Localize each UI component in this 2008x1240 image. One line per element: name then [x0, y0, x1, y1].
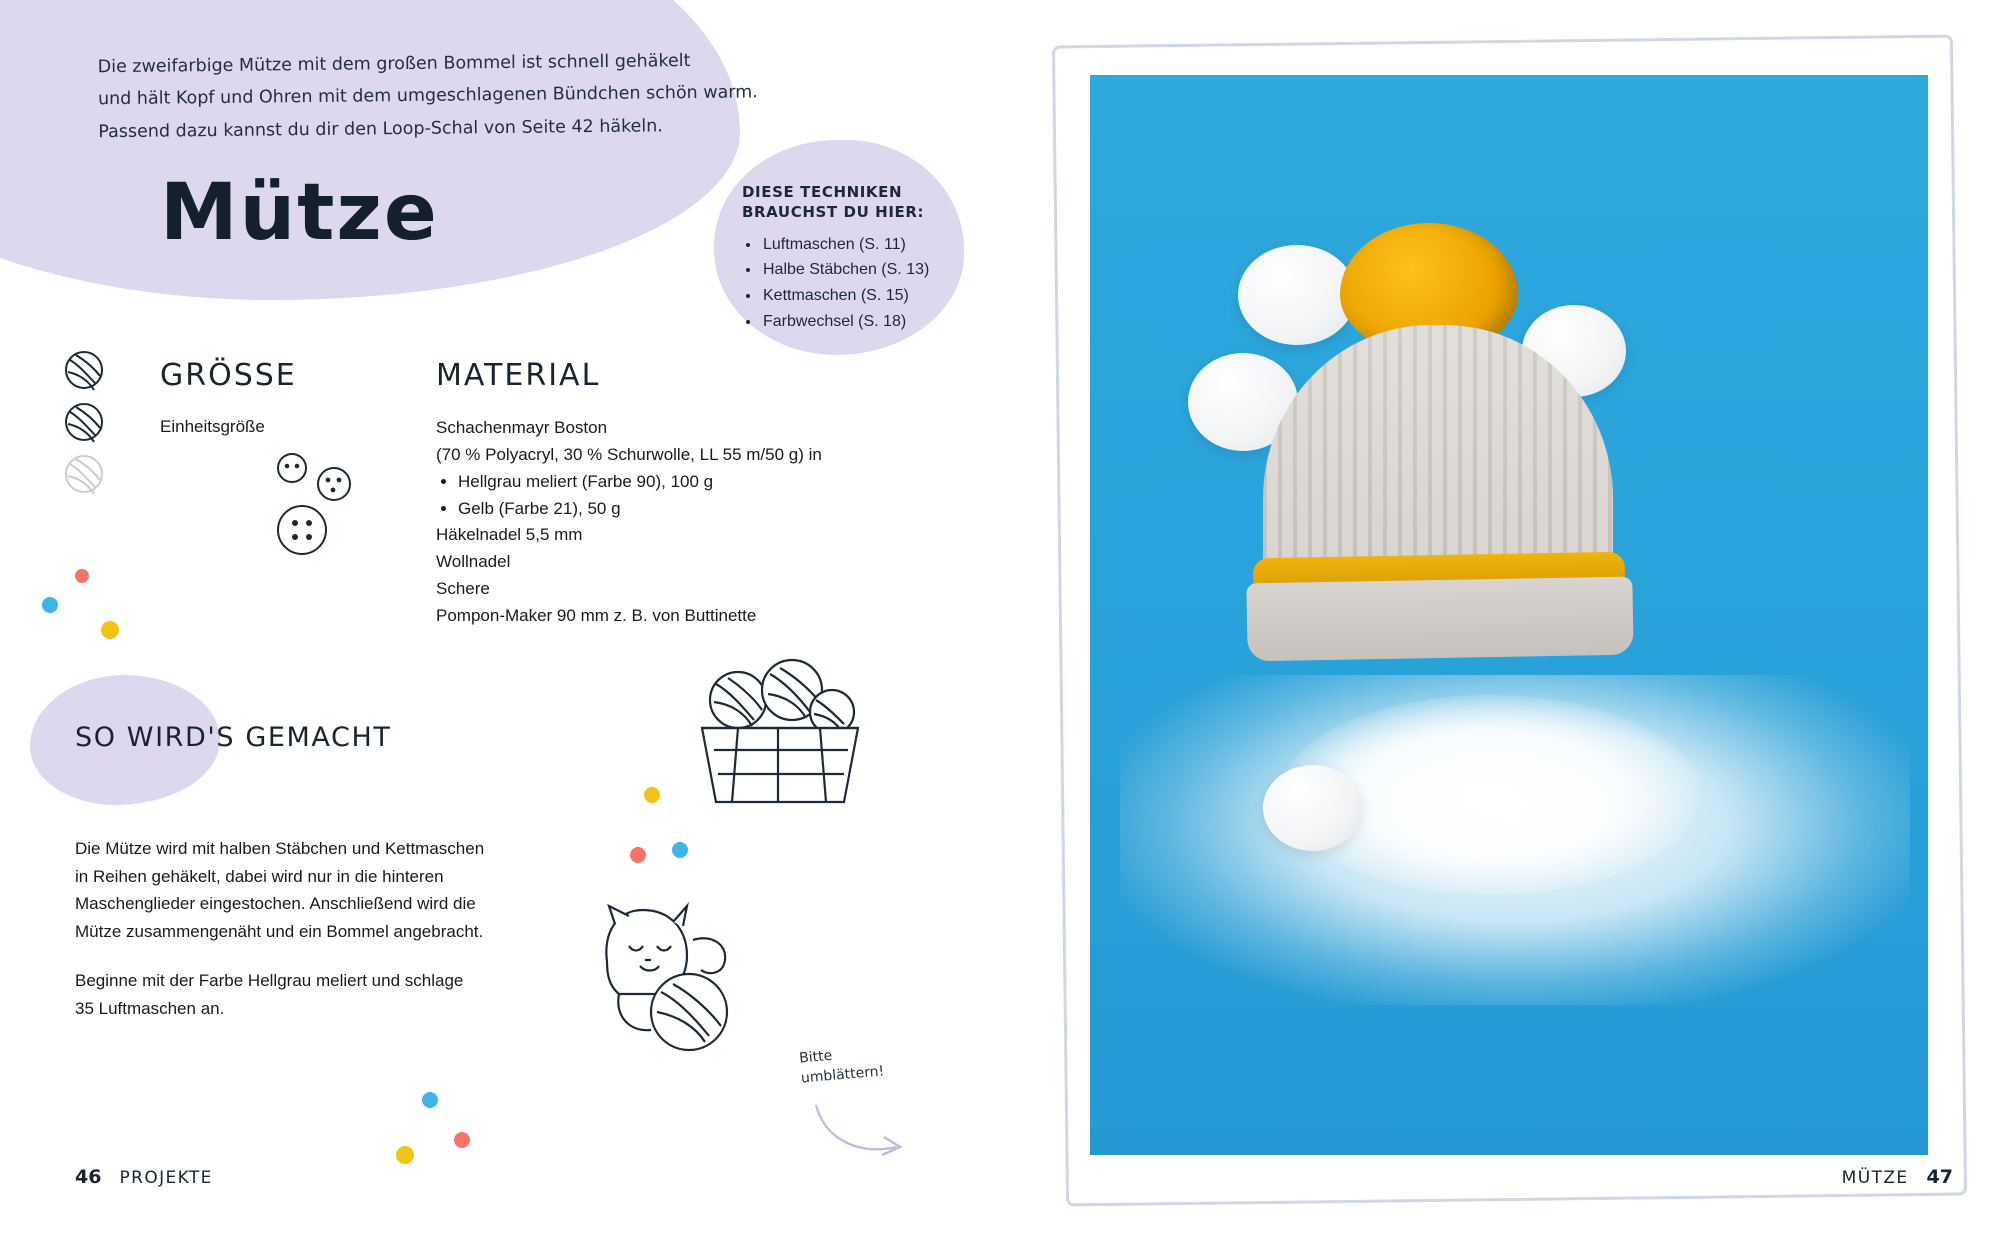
hat-brim: [1246, 577, 1633, 662]
decorative-dot: [396, 1146, 414, 1164]
material-line-6: Pompon-Maker 90 mm z. B. von Buttinette: [436, 606, 757, 626]
material-line-5: Schere: [436, 579, 490, 599]
list-item: • Farbwechsel (S. 18): [761, 309, 972, 335]
footer-right: [1842, 1166, 1953, 1188]
material-line-3: Häkelnadel 5,5 mm: [436, 525, 583, 545]
section-heading-sowirds-gemacht: SO WIRD'S GEMACHT: [75, 722, 392, 753]
decorative-dot: [454, 1132, 470, 1148]
snowball-decoration: [1238, 245, 1356, 345]
howto-paragraph-1: Die Mütze wird mit halben Stäbchen und Kettmaschen in Reihen gehäkelt, dabei wird nur in die hinteren Maschenglieder eingestochen. Anschließend wird die Mütze zusammengenäht und ein Bommel angebracht.: [75, 839, 485, 941]
techniques-list: [742, 232, 972, 336]
page-number-left: 46: [75, 1166, 102, 1188]
techniques-heading-line1: DIESE TECHNIKEN: [742, 183, 903, 201]
list-item: • Kettmaschen (S. 15): [761, 283, 972, 309]
section-heading-material: MATERIAL: [436, 358, 601, 393]
groesse-value: Einheitsgröße: [160, 417, 265, 436]
list-item: • Halbe Stäbchen (S. 13): [761, 257, 972, 283]
yarn-ball-icon: [66, 352, 102, 390]
section-label-right: MÜTZE: [1841, 1168, 1909, 1188]
section-label-left: PROJEKTE: [119, 1168, 213, 1188]
page-title: Mütze: [160, 168, 439, 258]
turn-page-note: [798, 1041, 885, 1089]
material-line-1: Schachenmayr Boston: [436, 418, 608, 437]
decorative-dot: [101, 621, 119, 639]
decorative-dot: [75, 569, 89, 583]
crocheted-beanie-photo: [1090, 75, 1928, 1155]
decorative-dot: [42, 597, 58, 613]
buttons-icon: [270, 452, 380, 577]
material-line-4: Wollnadel: [436, 552, 511, 572]
decorative-dot: [630, 847, 646, 863]
page-number-right: 47: [1926, 1166, 1953, 1188]
intro-line-3: Passend dazu kannst du dir den Loop-Schal von Seite 42 häkeln.: [98, 116, 663, 142]
yarn-basket-icon: [680, 650, 880, 825]
turn-page-note-line2: umblättern!: [800, 1063, 885, 1087]
decorative-dot: [644, 787, 660, 803]
decorative-dot: [672, 842, 688, 858]
intro-line-2: und hält Kopf und Ohren mit dem umgeschlagenen Bündchen schön warm.: [97, 82, 758, 110]
yarn-ball-icon: [66, 456, 102, 494]
section-heading-groesse: GRÖSSE: [160, 358, 297, 393]
list-item: • Hellgrau meliert (Farbe 90), 100 g: [458, 469, 856, 496]
techniques-heading-line2: BRAUCHST DU HIER:: [742, 203, 925, 222]
turn-page-note-line1: Bitte: [798, 1047, 833, 1067]
decorative-dot: [422, 1092, 438, 1108]
curved-arrow-icon: [810, 1095, 920, 1170]
material-block: [436, 415, 856, 630]
footer-left: [75, 1166, 213, 1188]
list-item: • Luftmaschen (S. 11): [761, 232, 972, 258]
techniques-heading: [742, 182, 972, 223]
howto-block: [75, 835, 485, 1044]
intro-paragraph: [97, 45, 758, 149]
howto-paragraph-2: Beginne mit der Farbe Hellgrau meliert und schlage 35 Luftmaschen an.: [75, 971, 464, 1018]
snowball-decoration: [1263, 765, 1363, 851]
material-line-2: (70 % Polyacryl, 30 % Schurwolle, LL 55 m/50 g) in: [436, 444, 822, 464]
techniques-content: [742, 182, 972, 335]
yarn-ball-icons: [58, 348, 114, 543]
cat-with-yarn-icon: [585, 900, 755, 1075]
material-bullets: [436, 469, 856, 523]
list-item: • Gelb (Farbe 21), 50 g: [458, 496, 856, 523]
yarn-ball-icon: [66, 404, 102, 442]
intro-line-1: Die zweifarbige Mütze mit dem großen Bommel ist schnell gehäkelt: [97, 51, 691, 78]
